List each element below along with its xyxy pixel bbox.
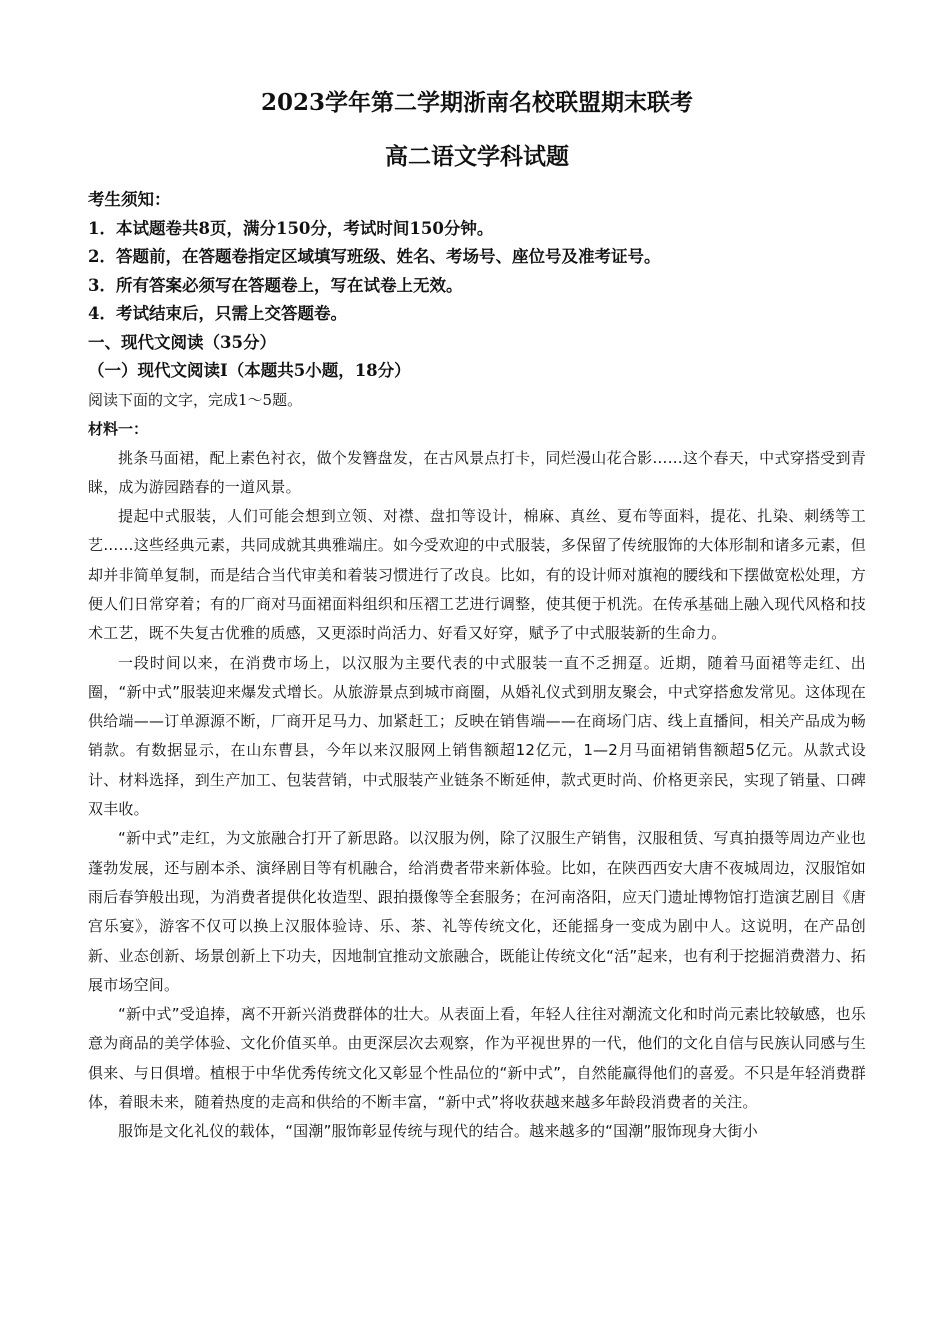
passage-paragraph: “新中式”走红，为文旅融合打开了新思路。以汉服为例，除了汉服生产销售，汉服租赁、写真拍摄等周边产业也蓬勃发展，还与剧本杀、演绎剧目等有机融合，给消费者带来新体验。比如，在陕西西安大唐不夜城周边，汉服馆如雨后春笋般出现，为消费者提供化妆造型、跟拍摄像等全套服务；在河南洛阳，应天门遗址博物馆打造演艺剧目《唐宫乐宴》，游客不仅可以换上汉服体验诗、乐、茶、礼等传统文化，还能摇身一变成为剧中人。这说明，在产品创新、业态创新、场景创新上下功夫，因地制宜推动文旅融合，既能让传统文化“活”起来，也有利于挖掘消费潜力、拓展市场空间。 (88, 829, 866, 994)
section-sub-heading: （一）现代文阅读Ⅰ（本题共5小题，18分） (88, 361, 411, 380)
exam-title: 2023学年第二学期浙南名校联盟期末联考 (260, 89, 693, 116)
material-label: 材料一： (88, 419, 149, 438)
exam-page (88, 84, 866, 1147)
passage-paragraph: 一段时间以来，在消费市场上，以汉服为主要代表的中式服装一直不乏拥趸。近期，随着马面裙等走红、出圈，“新中式”服装迎来爆发式增长。从旅游景点到城市商圈，从婚礼仪式到朋友聚会，中式穿搭愈发常见。这体现在供给端——订单源源不断，厂商开足马力、加紧赶工；反映在销售端——在商场门店、线上直播间，相关产品成为畅销款。有数据显示，在山东曹县，今年以来汉服网上销售额超12亿元，1—2月马面裙销售额超5亿元。从款式设计、材料选择，到生产加工、包装营销，中式服装产业链条不断延伸，款式更时尚、价格更亲民，实现了销量、口碑双丰收。 (88, 653, 866, 819)
passage-paragraph: “新中式”受追捧，离不开新兴消费群体的壮大。从表面上看，年轻人往往对潮流文化和时尚元素比较敏感，也乐意为商品的美学体验、文化价值买单。由更深层次去观察，作为平视世界的一代，他们的文化自信与民族认同感与生俱来、与日俱增。植根于中华优秀传统文化又彰显个性品位的“新中式”，自然能赢得他们的喜爱。不只是年轻消费群体，着眼未来，随着热度的走高和供给的不断丰富，“新中式”将收获越来越多年龄段消费者的关注。 (88, 1005, 866, 1112)
section-heading: 一、现代文阅读（35分） (88, 332, 276, 352)
reading-instruction: 阅读下面的文字，完成1～5题。 (88, 390, 303, 409)
candidate-notice (88, 186, 866, 329)
notice-item: 1．本试题卷共8页，满分150分，考试时间150分钟。 (88, 218, 494, 238)
passage-paragraph: 挑条马面裙，配上素色衬衣，做个发簪盘发，在古风景点打卡，同烂漫山花合影……这个春天，中式穿搭受到青睐，成为游园踏春的一道风景。 (88, 448, 866, 496)
reading-passage (88, 444, 866, 1147)
notice-item: 3．所有答案必须写在答题卷上，写在试卷上无效。 (88, 275, 463, 295)
passage-paragraph: 服饰是文化礼仪的载体，“国潮”服饰彰显传统与现代的结合。越来越多的“国潮”服饰现身大街小 (118, 1122, 758, 1141)
exam-subtitle: 高二语文学科试题 (385, 143, 569, 170)
passage-paragraph: 提起中式服装，人们可能会想到立领、对襟、盘扣等设计，棉麻、真丝、夏布等面料，提花、扎染、刺绣等工艺……这些经典元素，共同成就其典雅端庄。如今受欢迎的中式服装，多保留了传统服饰的大体形制和诸多元素，但却并非简单复制，而是结合当代审美和着装习惯进行了改良。比如，有的设计师对旗袍的腰线和下摆做宽松处理，方便人们日常穿着；有的厂商对马面裙面料组织和压褶工艺进行调整，使其便于机洗。在传承基础上融入现代风格和技术工艺，既不失复古优雅的质感，又更添时尚活力、好看又好穿，赋予了中式服装新的生命力。 (88, 507, 866, 643)
notice-heading: 考生须知： (88, 190, 171, 209)
notice-item: 2．答题前，在答题卷指定区域填写班级、姓名、考场号、座位号及准考证号。 (88, 247, 661, 266)
notice-item: 4．考试结束后，只需上交答题卷。 (88, 304, 347, 323)
